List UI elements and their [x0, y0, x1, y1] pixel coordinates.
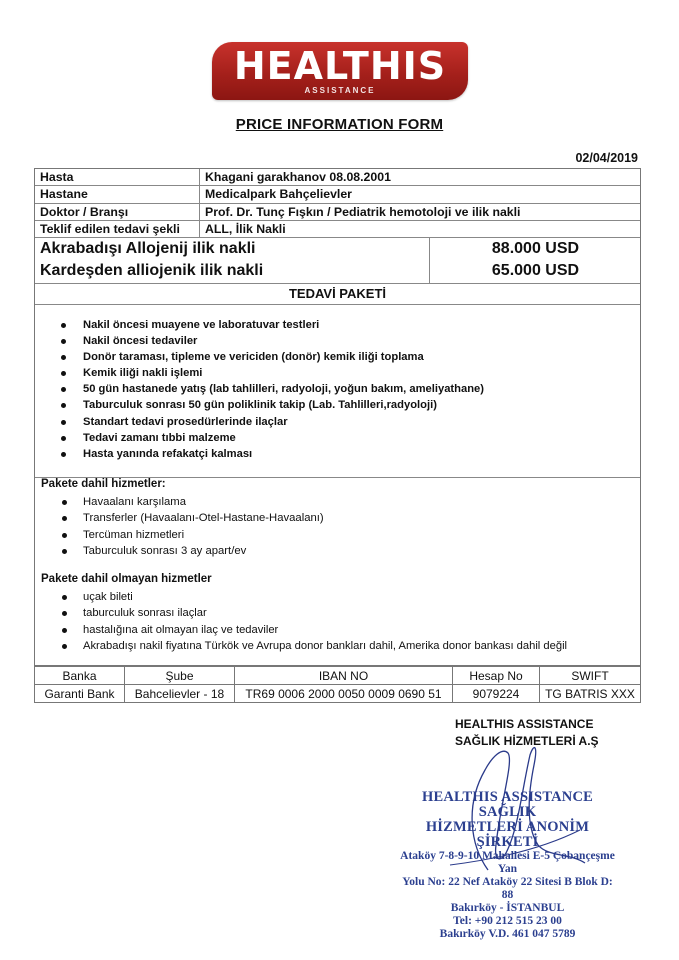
bank-data-row — [35, 685, 641, 703]
stamp-line: Ataköy 7-8-9-10 Mahallesi E-5 Çobançeşme Yan — [400, 850, 615, 875]
package-title: TEDAVİ PAKETİ — [288, 286, 387, 301]
value-hastane: Medicalpark Bahçelievler — [205, 187, 352, 201]
excluded-services-heading: Pakete dahil olmayan hizmetler — [41, 573, 212, 585]
form-title: PRICE INFORMATION FORM — [235, 116, 444, 133]
bank-branch: Bahcelievler - 18 — [125, 685, 235, 703]
package-item: Kemik iliği nakli işlemi — [83, 365, 484, 381]
signature-company-sub: SAĞLIK HİZMETLERİ A.Ş — [455, 734, 599, 748]
price-label-kardesden: Kardeşden alliojenik ilik nakli — [40, 262, 264, 279]
healthis-logo — [212, 42, 468, 100]
form-date: 02/04/2019 — [575, 151, 638, 165]
signature-stroke — [450, 830, 580, 865]
included-services-heading: Pakete dahil hizmetler: — [41, 478, 166, 490]
value-doktor: Prof. Dr. Tunç Fışkın / Pediatrik hemotoloji ve ilik nakli — [205, 205, 521, 219]
excluded-item: taburculuk sonrası ilaçlar — [83, 605, 567, 621]
bank-header-swift: SWIFT — [540, 667, 641, 685]
included-item: Tercüman hizmetleri — [83, 527, 324, 543]
column-divider — [199, 169, 200, 237]
bank-name: Garanti Bank — [35, 685, 125, 703]
included-services-list — [83, 494, 324, 559]
excluded-services-list — [83, 589, 567, 654]
row-divider — [35, 304, 640, 305]
bank-table — [34, 666, 641, 703]
label-doktor: Doktor / Branşı — [40, 205, 129, 219]
label-hasta: Hasta — [40, 170, 74, 184]
package-item: Standart tedavi prosedürlerinde ilaçlar — [83, 414, 484, 430]
signature-stroke — [472, 748, 585, 870]
included-item: Transferler (Havaalanı-Otel-Hastane-Havaalanı) — [83, 510, 324, 526]
signature-company: HEALTHIS ASSISTANCE — [455, 717, 594, 731]
value-hasta: Khagani garakhanov 08.08.2001 — [205, 170, 391, 184]
excluded-item: Akrabadışı nakil fiyatına Türkök ve Avrupa donor bankları dahil, Amerika donor bankası dahil değil — [83, 638, 567, 654]
bank-header-sube: Şube — [125, 667, 235, 685]
bank-header-iban: IBAN NO — [235, 667, 453, 685]
price-info-table — [34, 168, 641, 666]
bank-header-hesap: Hesap No — [453, 667, 540, 685]
package-list — [83, 317, 484, 462]
bank-account-no: 9079224 — [453, 685, 540, 703]
stamp-line: Tel: +90 212 515 23 00 — [453, 915, 562, 927]
included-item: Havaalanı karşılama — [83, 494, 324, 510]
included-item: Taburculuk sonrası 3 ay apart/ev — [83, 543, 324, 559]
excluded-item: uçak bileti — [83, 589, 567, 605]
package-item: Nakil öncesi tedaviler — [83, 333, 484, 349]
package-item: Nakil öncesi muayene ve laboratuvar testleri — [83, 317, 484, 333]
bank-header-row — [35, 667, 641, 685]
price-value-kardesden: 65.000 USD — [491, 262, 580, 279]
label-hastane: Hastane — [40, 187, 88, 201]
price-label-akrabadisi: Akrabadışı Allojenij ilik nakli — [40, 240, 256, 257]
value-tedavi-sekli: ALL, İlik Nakli — [205, 222, 286, 236]
stamp-line: Bakırköy - İSTANBUL — [450, 902, 565, 914]
package-item: Tedavi zamanı tıbbi malzeme — [83, 430, 484, 446]
label-tedavi-sekli: Teklif edilen tedavi şekli — [40, 222, 180, 236]
bank-swift: TG BATRIS XXX — [540, 685, 641, 703]
stamp-line: Bakırköy V.D. 461 047 5789 — [439, 928, 576, 940]
stamp-line: Yolu No: 22 Nef Ataköy 22 Sitesi B Blok D: 88 — [402, 876, 613, 901]
package-item: Hasta yanında refakatçi kalması — [83, 446, 484, 462]
handwritten-signature — [430, 735, 600, 885]
row-divider — [35, 283, 640, 284]
bank-iban: TR69 0006 2000 0050 0009 0690 51 — [235, 685, 453, 703]
excluded-item: hastalığına ait olmayan ilaç ve tedaviler — [83, 622, 567, 638]
package-item: Taburculuk sonrası 50 gün poliklinik takip (Lab. Tahlilleri,radyoloji) — [83, 397, 484, 413]
package-item: 50 gün hastanede yatış (lab tahlilleri, radyoloji, yoğun bakım, ameliyathane) — [83, 381, 484, 397]
logo-wordmark: HEALTHIS — [233, 44, 447, 88]
stamp-line: HEALTHIS ASSISTANCE SAĞLIK — [421, 789, 594, 820]
logo-subtitle: ASSISTANCE — [304, 86, 376, 95]
package-item: Donör taraması, tipleme ve vericiden (donör) kemik iliği toplama — [83, 349, 484, 365]
stamp-line: HİZMETLERİ ANONİM ŞİRKETİ — [425, 819, 590, 850]
price-value-akrabadisi: 88.000 USD — [491, 240, 580, 257]
bank-header-banka: Banka — [35, 667, 125, 685]
